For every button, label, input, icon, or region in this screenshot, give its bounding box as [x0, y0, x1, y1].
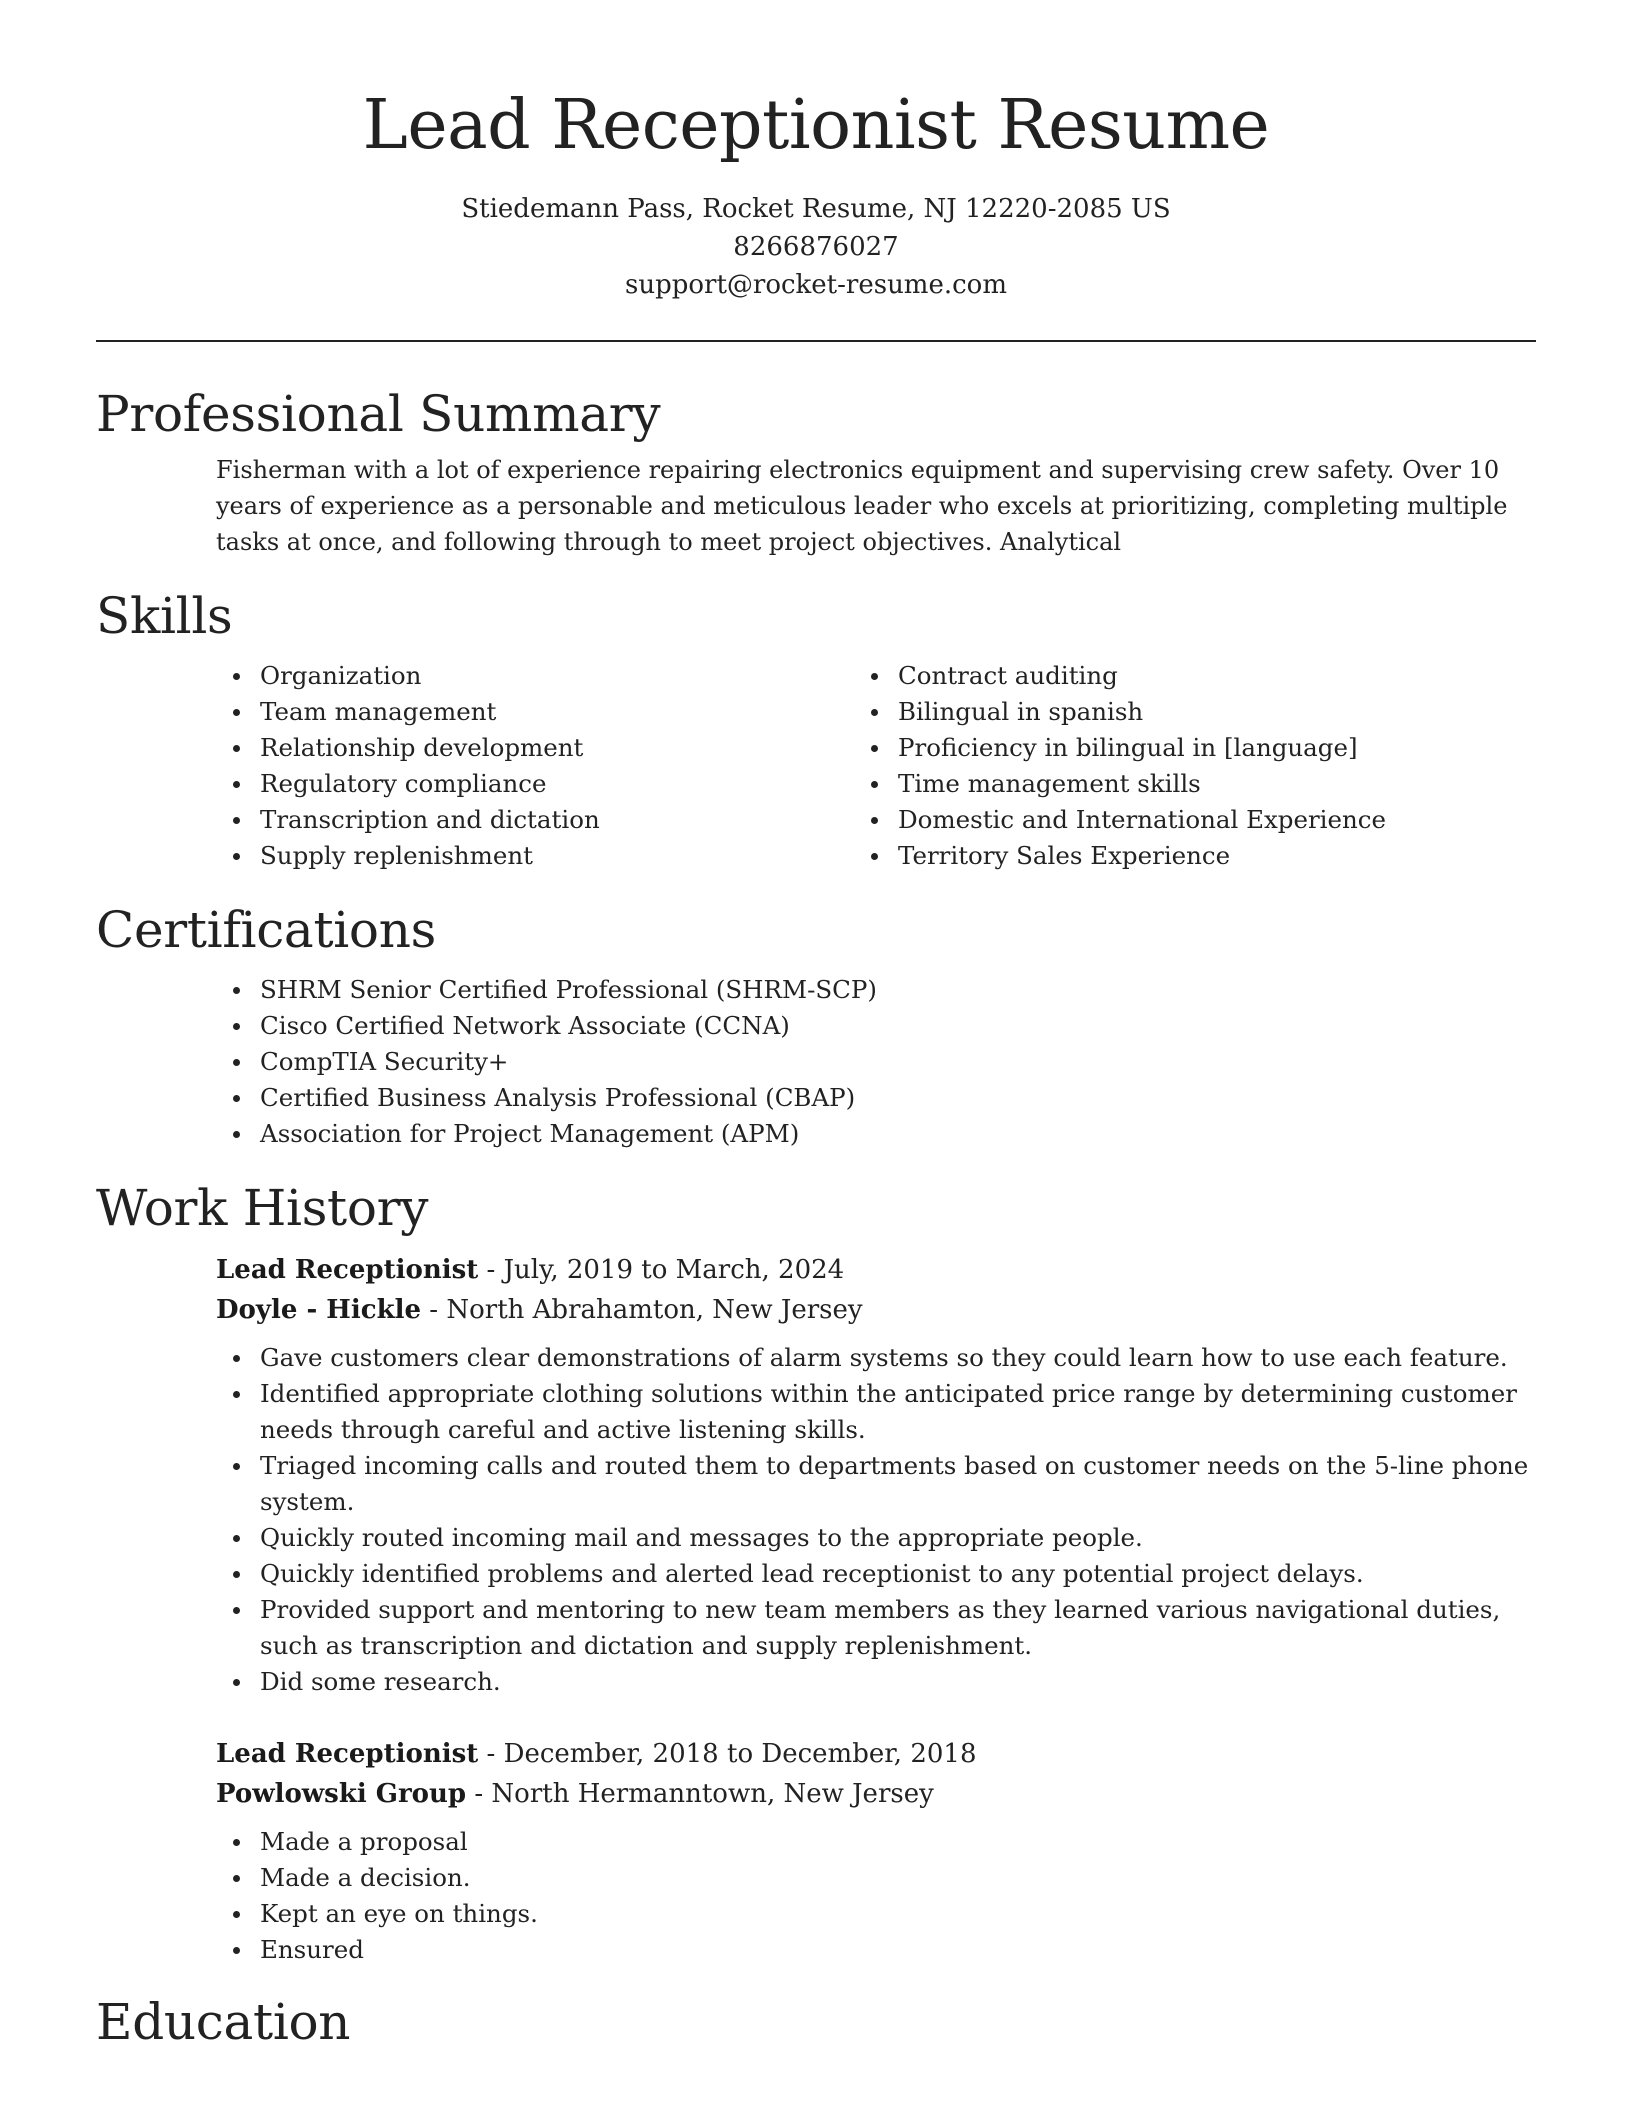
job-title: Lead Receptionist	[216, 1255, 479, 1285]
job-bullet: Quickly routed incoming mail and messages to the appropriate people.	[260, 1520, 1536, 1556]
certification-item: Association for Project Management (APM)	[260, 1116, 1536, 1152]
skills-column-2	[898, 658, 1536, 874]
summary-heading: Professional Summary	[96, 385, 661, 443]
job-dates: July, 2019 to March, 2024	[503, 1255, 845, 1285]
job-location: North Hermanntown, New Jersey	[491, 1779, 934, 1809]
skill-item: Bilingual in spanish	[898, 694, 1536, 730]
skill-item: Time management skills	[898, 766, 1536, 802]
job-title-line: Lead Receptionist - July, 2019 to March, 2024	[216, 1255, 845, 1285]
job-company-line: Powlowski Group - North Hermanntown, New Jersey	[216, 1779, 934, 1809]
certification-item: SHRM Senior Certified Professional (SHRM-SCP)	[260, 972, 1536, 1008]
summary-text: Fisherman with a lot of experience repairing electronics equipment and supervising crew safety. Over 10 years of experience as a personable and meticulous leader who excels at prioritizing, completing multiple tasks at once, and following through to meet project objectives. Analytical	[216, 456, 1508, 556]
skill-item: Organization	[260, 658, 898, 694]
skill-item: Transcription and dictation	[260, 802, 898, 838]
address: Stiedemann Pass, Rocket Resume, NJ 12220-2085 US	[461, 194, 1171, 224]
education-heading: Education	[96, 1993, 351, 2051]
job-title-line: Lead Receptionist - December, 2018 to December, 2018	[216, 1739, 977, 1769]
header-divider	[96, 340, 1536, 342]
job-entry	[216, 1250, 1536, 1700]
work-history-heading: Work History	[96, 1179, 429, 1237]
job-bullet: Quickly identified problems and alerted lead receptionist to any potential project delays.	[260, 1556, 1536, 1592]
skills-heading: Skills	[96, 587, 233, 645]
skills-column-1	[96, 658, 898, 874]
job-bullet: Triaged incoming calls and routed them to departments based on customer needs on the 5-line phone system.	[260, 1448, 1536, 1520]
job-bullet: Gave customers clear demonstrations of alarm systems so they could learn how to use each feature.	[260, 1340, 1536, 1376]
job-title: Lead Receptionist	[216, 1739, 479, 1769]
job-entry	[216, 1734, 1536, 1968]
skill-item: Territory Sales Experience	[898, 838, 1536, 874]
job-dates: December, 2018 to December, 2018	[503, 1739, 977, 1769]
phone: 8266876027	[733, 232, 899, 262]
job-bullet: Kept an eye on things.	[260, 1896, 1536, 1932]
job-bullet: Identified appropriate clothing solutions within the anticipated price range by determining customer needs through careful and active listening skills.	[260, 1376, 1536, 1448]
certifications-list	[96, 972, 1536, 1152]
job-bullet: Made a proposal	[260, 1824, 1536, 1860]
job-bullet: Made a decision.	[260, 1860, 1536, 1896]
skill-item: Contract auditing	[898, 658, 1536, 694]
skill-item: Regulatory compliance	[260, 766, 898, 802]
resume-page	[96, 0, 1536, 2054]
skill-item: Domestic and International Experience	[898, 802, 1536, 838]
email: support@rocket-resume.com	[624, 270, 1007, 300]
job-company: Doyle - Hickle	[216, 1295, 422, 1325]
job-bullet: Did some research.	[260, 1664, 1536, 1700]
certification-item: CompTIA Security+	[260, 1044, 1536, 1080]
job-bullets	[216, 1824, 1536, 1968]
job-bullet: Provided support and mentoring to new team members as they learned various navigational duties, such as transcription and dictation and supply replenishment.	[260, 1592, 1536, 1664]
job-company-line: Doyle - Hickle - North Abrahamton, New Jersey	[216, 1295, 863, 1325]
skills-list	[96, 658, 1536, 874]
skill-item: Team management	[260, 694, 898, 730]
job-bullet: Ensured	[260, 1932, 1536, 1968]
skill-item: Proficiency in bilingual in [language]	[898, 730, 1536, 766]
contact-block	[96, 190, 1536, 304]
job-location: North Abrahamton, New Jersey	[446, 1295, 863, 1325]
job-bullets	[216, 1340, 1536, 1700]
skill-item: Supply replenishment	[260, 838, 898, 874]
skill-item: Relationship development	[260, 730, 898, 766]
certification-item: Certified Business Analysis Professional (CBAP)	[260, 1080, 1536, 1116]
page-title: Lead Receptionist Resume	[362, 86, 1270, 165]
certifications-heading: Certifications	[96, 901, 436, 959]
job-company: Powlowski Group	[216, 1779, 467, 1809]
certification-item: Cisco Certified Network Associate (CCNA)	[260, 1008, 1536, 1044]
